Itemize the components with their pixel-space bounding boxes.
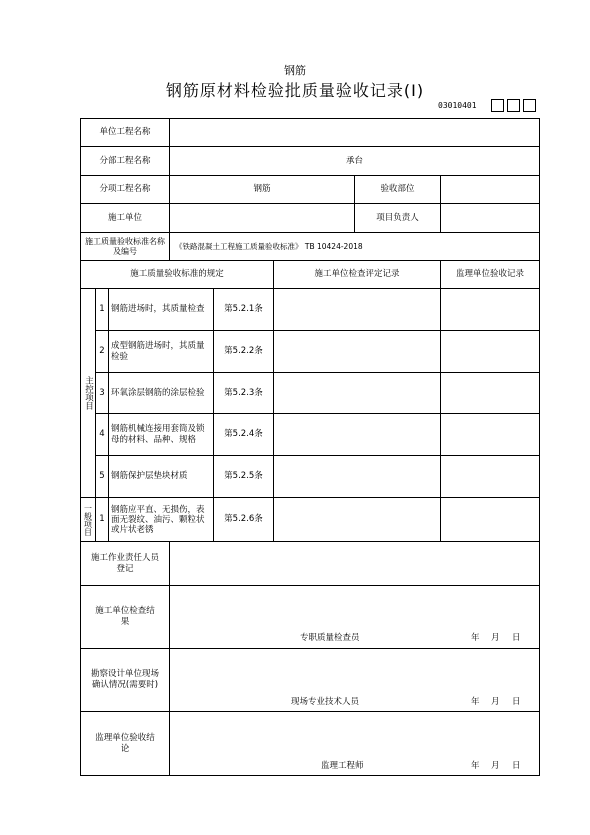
unit-check-field[interactable] [274, 289, 440, 330]
supervisor-field[interactable] [441, 414, 539, 455]
item-description: 钢筋保护层垫块材质 [111, 471, 188, 481]
standard-value: 《铁路混凝土工程施工质量验收标准》 TB 10424-2018 [175, 242, 363, 251]
check-result-field[interactable] [170, 586, 539, 630]
supervisor-field[interactable] [441, 331, 539, 372]
col-header-spec: 施工质量验收标准的规定 [130, 269, 224, 279]
date-month-label: 月 [491, 697, 500, 707]
supervisor-field[interactable] [441, 289, 539, 330]
unit-check-field[interactable] [274, 331, 440, 372]
subdivision-field[interactable]: 钢筋 [253, 184, 271, 194]
division-label: 分部工程名称 [99, 155, 151, 166]
item-number: 2 [99, 346, 105, 356]
date-day-label: 日 [512, 697, 521, 707]
supervisor-field[interactable] [441, 373, 539, 413]
form-code: 03010401 [438, 101, 477, 110]
design-confirmation-label: 勘察设计单位现场确认情况(需要时) [90, 669, 159, 690]
unit-check-field[interactable] [274, 414, 440, 455]
date-month-label: 月 [491, 761, 500, 771]
item-clause: 第5.2.3条 [224, 387, 263, 398]
item-number: 1 [99, 304, 105, 314]
col-header-unit-check: 施工单位检查评定记录 [314, 269, 400, 279]
staff-registration-field[interactable] [170, 542, 539, 585]
unit-check-field[interactable] [274, 373, 440, 413]
item-description: 钢筋应平直、无损伤，表面无裂纹、油污、颗粒状或片状老锈 [111, 504, 205, 535]
item-clause: 第5.2.2条 [224, 346, 263, 356]
unit-project-field[interactable] [170, 119, 539, 146]
code-box-2[interactable] [507, 99, 520, 112]
project-manager-label: 项目负责人 [376, 212, 419, 223]
date-year-label: 年 [471, 761, 480, 771]
engineer-label: 监理工程师 [321, 761, 364, 771]
unit-check-field[interactable] [274, 498, 440, 541]
date-day-label: 日 [512, 633, 521, 643]
supervision-conclusion-field[interactable] [170, 712, 539, 756]
supervisor-field[interactable] [441, 456, 539, 497]
col-header-supervisor: 监理单位验收记录 [455, 269, 524, 279]
item-description: 钢筋机械连接用套筒及锁母的材料、品种、规格 [111, 423, 205, 445]
item-description: 钢筋进场时，其质量检查 [111, 304, 205, 314]
item-clause: 第5.2.5条 [224, 471, 263, 481]
construction-unit-label: 施工单位 [107, 212, 142, 223]
item-number: 1 [99, 514, 105, 524]
inspector-label: 专职质量检查员 [300, 633, 360, 643]
item-description: 环氧涂层钢筋的涂层检验 [111, 387, 205, 398]
document-title: 钢筋原材料检验批质量验收记录(Ⅰ) [165, 81, 425, 100]
tech-staff-label: 现场专业技术人员 [291, 697, 360, 707]
check-result-label: 施工单位检查结果 [95, 606, 155, 627]
acceptance-part-label: 验收部位 [380, 184, 415, 194]
item-number: 4 [99, 429, 105, 439]
subdivision-label: 分项工程名称 [99, 184, 151, 194]
project-manager-field[interactable] [441, 204, 539, 232]
design-confirmation-field[interactable] [170, 649, 539, 693]
item-clause: 第5.2.4条 [224, 429, 263, 439]
code-box-1[interactable] [491, 99, 504, 112]
date-year-label: 年 [471, 697, 480, 707]
staff-registration-label: 施工作业责任人员登记 [90, 552, 159, 574]
item-number: 3 [99, 387, 105, 398]
supervision-conclusion-label: 监理单位验收结论 [95, 732, 155, 754]
code-box-3[interactable] [523, 99, 536, 112]
construction-unit-field[interactable] [170, 204, 354, 232]
item-clause: 第5.2.1条 [224, 304, 263, 314]
division-field[interactable]: 承台 [345, 155, 363, 166]
item-description: 成型钢筋进场时，其质量检验 [111, 340, 205, 362]
standard-label: 施工质量验收标准名称及编号 [85, 237, 165, 256]
supervisor-field[interactable] [441, 498, 539, 541]
date-year-label: 年 [471, 633, 480, 643]
item-number: 5 [99, 471, 105, 481]
document-category: 钢筋 [284, 64, 306, 77]
date-day-label: 日 [512, 761, 521, 771]
main-items-group-label: 主控项目 [83, 376, 94, 410]
item-clause: 第5.2.6条 [224, 514, 263, 524]
unit-check-field[interactable] [274, 456, 440, 497]
general-items-group-label: 一般项目 [83, 503, 93, 536]
date-month-label: 月 [491, 633, 500, 643]
unit-project-label: 单位工程名称 [99, 127, 151, 137]
acceptance-part-field[interactable] [441, 176, 539, 203]
